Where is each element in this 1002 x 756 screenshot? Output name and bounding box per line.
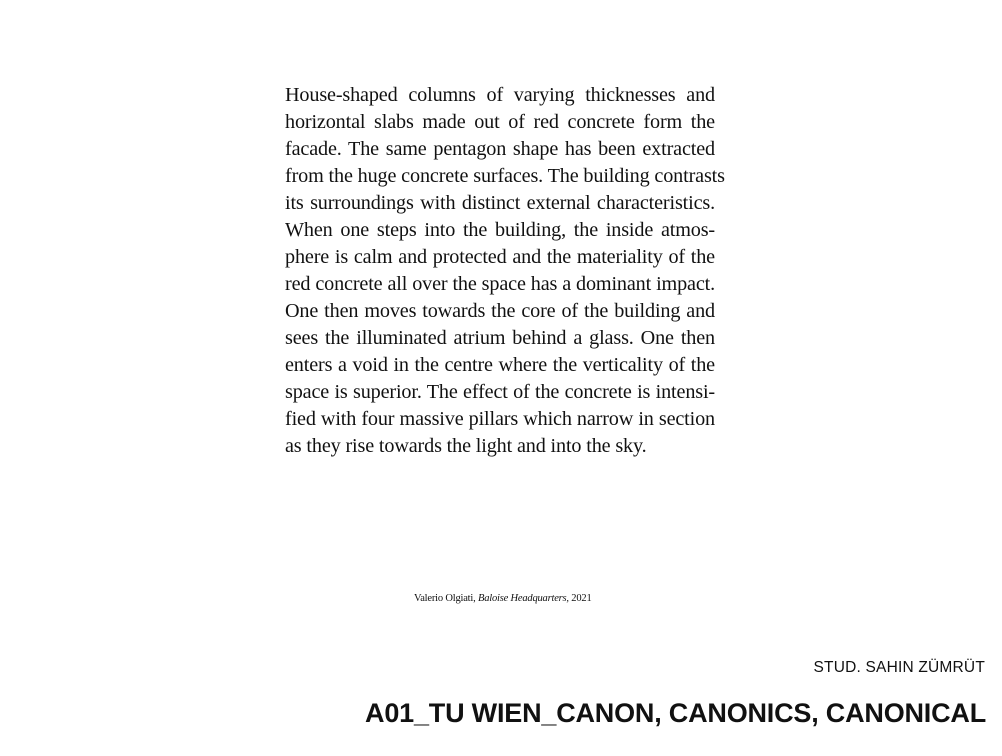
paragraph-line: enters a void in the centre where the verticality of the [285,354,715,376]
body-paragraph [285,82,725,460]
paragraph-line: fied with four massive pillars which narrow in section [285,408,715,430]
image-caption [414,593,592,604]
paragraph-line: its surroundings with distinct external characteristics. [285,192,715,214]
paragraph-line: facade. The same pentagon shape has been extracted [285,138,715,160]
paragraph-line: red concrete all over the space has a dominant impact. [285,273,715,295]
paragraph-line: sees the illuminated atrium behind a glass. One then [285,327,715,349]
paragraph-line: House-shaped columns of varying thicknesses and [285,84,715,106]
caption-author: Valerio Olgiati, [414,593,476,604]
paragraph-line: as they rise towards the light and into the sky. [285,435,647,457]
caption-work-title: Baloise Headquarters, [477,593,569,604]
paragraph-line: One then moves towards the core of the building and [285,300,715,322]
paragraph-line: space is superior. The effect of the concrete is intensi- [285,381,715,403]
paragraph-line: from the huge concrete surfaces. The building contrasts [285,165,725,187]
paragraph-line: horizontal slabs made out of red concrete form the [285,111,715,133]
paragraph-line: When one steps into the building, the inside atmos- [285,219,715,241]
student-name: STUD. SAHIN ZÜMRÜT [813,659,985,676]
paragraph-line: phere is calm and protected and the materiality of the [285,246,715,268]
caption-year: 2021 [571,593,592,604]
course-title: A01_TU WIEN_CANON, CANONICS, CANONICAL [365,698,986,728]
